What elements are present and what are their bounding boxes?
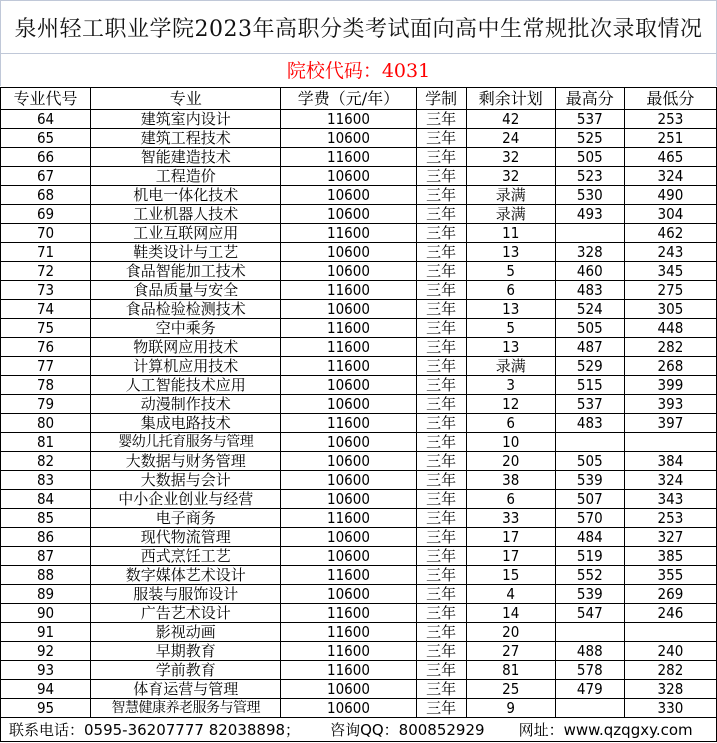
cell-remaining-plan: 13 — [466, 243, 555, 262]
cell-tuition: 11600 — [281, 110, 416, 129]
cell-min-score: 448 — [624, 319, 716, 338]
cell-tuition: 10600 — [281, 433, 416, 452]
cell-min-score — [624, 623, 716, 642]
cell-major-name: 食品检验检测技术 — [91, 300, 281, 319]
cell-major-code: 83 — [1, 471, 91, 490]
cell-remaining-plan: 17 — [466, 528, 555, 547]
table-row — [1, 205, 717, 224]
cell-major-name: 体育运营与管理 — [91, 680, 281, 699]
cell-duration: 三年 — [416, 433, 466, 452]
cell-max-score: 493 — [555, 205, 624, 224]
cell-major-code: 65 — [1, 129, 91, 148]
cell-major-code: 86 — [1, 528, 91, 547]
cell-duration: 三年 — [416, 110, 466, 129]
cell-min-score — [624, 433, 716, 452]
table-row — [1, 490, 717, 509]
table-row — [1, 433, 717, 452]
cell-major-name: 中小企业创业与经营 — [91, 490, 281, 509]
cell-tuition: 11600 — [281, 357, 416, 376]
cell-major-code: 94 — [1, 680, 91, 699]
cell-min-score: 243 — [624, 243, 716, 262]
cell-remaining-plan: 15 — [466, 566, 555, 585]
header-major: 专业 — [91, 88, 281, 110]
table-row — [1, 566, 717, 585]
header-tuition: 学费（元/年） — [281, 88, 416, 110]
cell-remaining-plan: 14 — [466, 604, 555, 623]
cell-remaining-plan: 6 — [466, 490, 555, 509]
cell-major-code: 91 — [1, 623, 91, 642]
cell-remaining-plan: 9 — [466, 699, 555, 718]
cell-major-name: 机电一体化技术 — [91, 186, 281, 205]
table-row — [1, 452, 717, 471]
cell-remaining-plan: 11 — [466, 224, 555, 243]
table-row — [1, 395, 717, 414]
cell-major-code: 79 — [1, 395, 91, 414]
cell-min-score: 324 — [624, 471, 716, 490]
cell-min-score: 240 — [624, 642, 716, 661]
cell-major-name: 工业机器人技术 — [91, 205, 281, 224]
cell-min-score: 251 — [624, 129, 716, 148]
cell-max-score: 539 — [555, 471, 624, 490]
cell-max-score: 505 — [555, 452, 624, 471]
cell-major-name: 数字媒体艺术设计 — [91, 566, 281, 585]
cell-max-score — [555, 224, 624, 243]
cell-major-code: 77 — [1, 357, 91, 376]
cell-duration: 三年 — [416, 395, 466, 414]
cell-min-score: 328 — [624, 680, 716, 699]
table-row — [1, 148, 717, 167]
contact-qq: 咨询QQ：800852929 — [330, 720, 485, 739]
cell-min-score: 268 — [624, 357, 716, 376]
cell-tuition: 11600 — [281, 281, 416, 300]
cell-max-score — [555, 433, 624, 452]
cell-min-score: 253 — [624, 110, 716, 129]
table-row — [1, 224, 717, 243]
table-row — [1, 471, 717, 490]
cell-max-score: 525 — [555, 129, 624, 148]
cell-remaining-plan: 32 — [466, 148, 555, 167]
cell-max-score: 529 — [555, 357, 624, 376]
table-row — [1, 680, 717, 699]
cell-major-name: 工程造价 — [91, 167, 281, 186]
cell-remaining-plan: 4 — [466, 585, 555, 604]
cell-tuition: 11600 — [281, 566, 416, 585]
cell-max-score: 488 — [555, 642, 624, 661]
cell-major-name: 工业互联网应用 — [91, 224, 281, 243]
cell-major-code: 95 — [1, 699, 91, 718]
cell-tuition: 11600 — [281, 661, 416, 680]
cell-min-score: 397 — [624, 414, 716, 433]
cell-remaining-plan: 12 — [466, 395, 555, 414]
cell-major-name: 影视动画 — [91, 623, 281, 642]
cell-tuition: 11600 — [281, 224, 416, 243]
cell-major-name: 人工智能技术应用 — [91, 376, 281, 395]
cell-major-name: 早期教育 — [91, 642, 281, 661]
cell-major-name: 动漫制作技术 — [91, 395, 281, 414]
cell-major-code: 67 — [1, 167, 91, 186]
table-row — [1, 186, 717, 205]
cell-max-score: 539 — [555, 585, 624, 604]
cell-max-score: 479 — [555, 680, 624, 699]
cell-tuition: 11600 — [281, 148, 416, 167]
cell-major-name: 食品智能加工技术 — [91, 262, 281, 281]
cell-remaining-plan: 27 — [466, 642, 555, 661]
cell-duration: 三年 — [416, 509, 466, 528]
cell-tuition: 11600 — [281, 414, 416, 433]
cell-major-name: 食品质量与安全 — [91, 281, 281, 300]
cell-remaining-plan: 6 — [466, 281, 555, 300]
cell-min-score: 253 — [624, 509, 716, 528]
cell-min-score: 282 — [624, 661, 716, 680]
cell-major-code: 84 — [1, 490, 91, 509]
cell-tuition: 10600 — [281, 186, 416, 205]
cell-max-score: 460 — [555, 262, 624, 281]
cell-min-score: 355 — [624, 566, 716, 585]
cell-remaining-plan: 5 — [466, 262, 555, 281]
website-link[interactable]: 网址：www.qzqgxy.com — [518, 720, 693, 739]
table-row — [1, 623, 717, 642]
cell-max-score — [555, 699, 624, 718]
cell-remaining-plan: 33 — [466, 509, 555, 528]
cell-major-code: 70 — [1, 224, 91, 243]
cell-max-score: 484 — [555, 528, 624, 547]
table-row — [1, 699, 717, 718]
cell-remaining-plan: 13 — [466, 338, 555, 357]
cell-duration: 三年 — [416, 243, 466, 262]
cell-duration: 三年 — [416, 642, 466, 661]
contact-footer — [0, 717, 717, 742]
cell-duration: 三年 — [416, 452, 466, 471]
cell-tuition: 10600 — [281, 490, 416, 509]
cell-duration: 三年 — [416, 129, 466, 148]
cell-max-score: 507 — [555, 490, 624, 509]
cell-duration: 三年 — [416, 547, 466, 566]
cell-major-code: 87 — [1, 547, 91, 566]
table-row — [1, 642, 717, 661]
cell-min-score: 304 — [624, 205, 716, 224]
cell-duration: 三年 — [416, 224, 466, 243]
table-row — [1, 547, 717, 566]
cell-max-score: 483 — [555, 281, 624, 300]
header-row — [1, 88, 717, 110]
table-body — [1, 110, 717, 718]
cell-major-code: 64 — [1, 110, 91, 129]
cell-max-score: 505 — [555, 319, 624, 338]
cell-min-score: 305 — [624, 300, 716, 319]
cell-tuition: 10600 — [281, 680, 416, 699]
cell-min-score: 345 — [624, 262, 716, 281]
header-remaining-plan: 剩余计划 — [466, 88, 555, 110]
cell-major-code: 85 — [1, 509, 91, 528]
table-row — [1, 338, 717, 357]
table-row — [1, 604, 717, 623]
cell-duration: 三年 — [416, 528, 466, 547]
table-row — [1, 319, 717, 338]
cell-tuition: 10600 — [281, 471, 416, 490]
table-row — [1, 509, 717, 528]
cell-max-score: 537 — [555, 395, 624, 414]
cell-tuition: 10600 — [281, 395, 416, 414]
header-duration: 学制 — [416, 88, 466, 110]
cell-tuition: 10600 — [281, 376, 416, 395]
cell-duration: 三年 — [416, 680, 466, 699]
cell-duration: 三年 — [416, 661, 466, 680]
cell-major-code: 88 — [1, 566, 91, 585]
cell-remaining-plan: 10 — [466, 433, 555, 452]
cell-major-name: 服装与服饰设计 — [91, 585, 281, 604]
cell-major-name: 大数据与会计 — [91, 471, 281, 490]
cell-max-score: 537 — [555, 110, 624, 129]
cell-major-code: 81 — [1, 433, 91, 452]
table-row — [1, 528, 717, 547]
cell-major-code: 69 — [1, 205, 91, 224]
cell-tuition: 10600 — [281, 547, 416, 566]
cell-tuition: 10600 — [281, 300, 416, 319]
cell-remaining-plan: 13 — [466, 300, 555, 319]
table-row — [1, 129, 717, 148]
cell-major-name: 西式烹饪工艺 — [91, 547, 281, 566]
cell-max-score — [555, 623, 624, 642]
table-row — [1, 357, 717, 376]
table-row — [1, 243, 717, 262]
cell-min-score: 343 — [624, 490, 716, 509]
cell-max-score: 483 — [555, 414, 624, 433]
cell-tuition: 11600 — [281, 623, 416, 642]
page-title: 泉州轻工职业学院2023年高职分类考试面向高中生常规批次录取情况 — [0, 0, 717, 54]
cell-duration: 三年 — [416, 585, 466, 604]
table-row — [1, 414, 717, 433]
cell-min-score: 490 — [624, 186, 716, 205]
cell-tuition: 10600 — [281, 243, 416, 262]
cell-major-code: 75 — [1, 319, 91, 338]
cell-duration: 三年 — [416, 376, 466, 395]
cell-duration: 三年 — [416, 357, 466, 376]
cell-tuition: 10600 — [281, 129, 416, 148]
cell-tuition: 10600 — [281, 528, 416, 547]
header-major-code: 专业代号 — [1, 88, 91, 110]
cell-major-code: 82 — [1, 452, 91, 471]
cell-tuition: 11600 — [281, 642, 416, 661]
cell-min-score: 275 — [624, 281, 716, 300]
cell-duration: 三年 — [416, 300, 466, 319]
cell-min-score: 393 — [624, 395, 716, 414]
table-row — [1, 167, 717, 186]
cell-max-score: 515 — [555, 376, 624, 395]
table-row — [1, 661, 717, 680]
cell-major-name: 智能建造技术 — [91, 148, 281, 167]
cell-major-code: 92 — [1, 642, 91, 661]
cell-min-score: 324 — [624, 167, 716, 186]
cell-duration: 三年 — [416, 205, 466, 224]
cell-major-name: 建筑室内设计 — [91, 110, 281, 129]
cell-min-score: 282 — [624, 338, 716, 357]
cell-duration: 三年 — [416, 262, 466, 281]
cell-max-score: 530 — [555, 186, 624, 205]
cell-remaining-plan: 5 — [466, 319, 555, 338]
cell-major-name: 物联网应用技术 — [91, 338, 281, 357]
cell-remaining-plan: 录满 — [466, 186, 555, 205]
cell-major-name: 现代物流管理 — [91, 528, 281, 547]
cell-min-score: 246 — [624, 604, 716, 623]
contact-phone: 联系电话：0595-36207777 82038898； — [9, 720, 301, 739]
cell-major-code: 89 — [1, 585, 91, 604]
cell-remaining-plan: 3 — [466, 376, 555, 395]
cell-major-code: 72 — [1, 262, 91, 281]
cell-major-name: 智慧健康养老服务与管理 — [91, 699, 281, 718]
cell-remaining-plan: 25 — [466, 680, 555, 699]
cell-min-score: 462 — [624, 224, 716, 243]
cell-major-name: 建筑工程技术 — [91, 129, 281, 148]
cell-major-code: 68 — [1, 186, 91, 205]
cell-major-name: 鞋类设计与工艺 — [91, 243, 281, 262]
cell-major-code: 71 — [1, 243, 91, 262]
cell-min-score: 327 — [624, 528, 716, 547]
cell-duration: 三年 — [416, 167, 466, 186]
cell-duration: 三年 — [416, 338, 466, 357]
cell-remaining-plan: 38 — [466, 471, 555, 490]
cell-major-name: 电子商务 — [91, 509, 281, 528]
table-row — [1, 585, 717, 604]
cell-major-name: 学前教育 — [91, 661, 281, 680]
cell-max-score: 487 — [555, 338, 624, 357]
cell-remaining-plan: 24 — [466, 129, 555, 148]
cell-major-name: 空中乘务 — [91, 319, 281, 338]
cell-duration: 三年 — [416, 471, 466, 490]
cell-major-code: 74 — [1, 300, 91, 319]
cell-duration: 三年 — [416, 604, 466, 623]
cell-duration: 三年 — [416, 281, 466, 300]
cell-remaining-plan: 20 — [466, 623, 555, 642]
header-max-score: 最高分 — [555, 88, 624, 110]
cell-major-code: 73 — [1, 281, 91, 300]
cell-remaining-plan: 32 — [466, 167, 555, 186]
cell-duration: 三年 — [416, 319, 466, 338]
cell-remaining-plan: 6 — [466, 414, 555, 433]
cell-min-score: 269 — [624, 585, 716, 604]
cell-duration: 三年 — [416, 186, 466, 205]
cell-max-score: 328 — [555, 243, 624, 262]
table-row — [1, 262, 717, 281]
cell-major-code: 66 — [1, 148, 91, 167]
table-row — [1, 281, 717, 300]
cell-min-score: 399 — [624, 376, 716, 395]
cell-duration: 三年 — [416, 699, 466, 718]
cell-tuition: 10600 — [281, 452, 416, 471]
cell-tuition: 10600 — [281, 167, 416, 186]
cell-duration: 三年 — [416, 490, 466, 509]
cell-remaining-plan: 录满 — [466, 357, 555, 376]
cell-max-score: 523 — [555, 167, 624, 186]
admission-table — [0, 87, 717, 718]
cell-remaining-plan: 42 — [466, 110, 555, 129]
cell-min-score: 384 — [624, 452, 716, 471]
cell-max-score: 552 — [555, 566, 624, 585]
table-row — [1, 110, 717, 129]
cell-min-score: 465 — [624, 148, 716, 167]
header-min-score: 最低分 — [624, 88, 716, 110]
cell-major-name: 计算机应用技术 — [91, 357, 281, 376]
cell-duration: 三年 — [416, 566, 466, 585]
cell-max-score: 505 — [555, 148, 624, 167]
cell-tuition: 11600 — [281, 319, 416, 338]
cell-major-code: 76 — [1, 338, 91, 357]
table-row — [1, 300, 717, 319]
cell-remaining-plan: 17 — [466, 547, 555, 566]
cell-tuition: 10600 — [281, 205, 416, 224]
cell-tuition: 11600 — [281, 338, 416, 357]
school-code: 院校代码：4031 — [0, 53, 717, 86]
cell-major-name: 大数据与财务管理 — [91, 452, 281, 471]
cell-tuition: 11600 — [281, 509, 416, 528]
cell-major-name: 婴幼儿托育服务与管理 — [91, 433, 281, 452]
cell-max-score: 547 — [555, 604, 624, 623]
cell-max-score: 524 — [555, 300, 624, 319]
cell-duration: 三年 — [416, 414, 466, 433]
cell-max-score: 570 — [555, 509, 624, 528]
cell-remaining-plan: 录满 — [466, 205, 555, 224]
cell-remaining-plan: 20 — [466, 452, 555, 471]
cell-duration: 三年 — [416, 623, 466, 642]
cell-major-code: 80 — [1, 414, 91, 433]
cell-min-score: 385 — [624, 547, 716, 566]
cell-duration: 三年 — [416, 148, 466, 167]
cell-major-code: 90 — [1, 604, 91, 623]
cell-min-score: 330 — [624, 699, 716, 718]
cell-major-name: 广告艺术设计 — [91, 604, 281, 623]
cell-tuition: 10600 — [281, 699, 416, 718]
cell-major-name: 集成电路技术 — [91, 414, 281, 433]
cell-major-code: 93 — [1, 661, 91, 680]
cell-tuition: 10600 — [281, 585, 416, 604]
cell-tuition: 10600 — [281, 262, 416, 281]
cell-remaining-plan: 81 — [466, 661, 555, 680]
cell-max-score: 578 — [555, 661, 624, 680]
cell-max-score: 519 — [555, 547, 624, 566]
table-row — [1, 376, 717, 395]
cell-tuition: 11600 — [281, 604, 416, 623]
cell-major-code: 78 — [1, 376, 91, 395]
